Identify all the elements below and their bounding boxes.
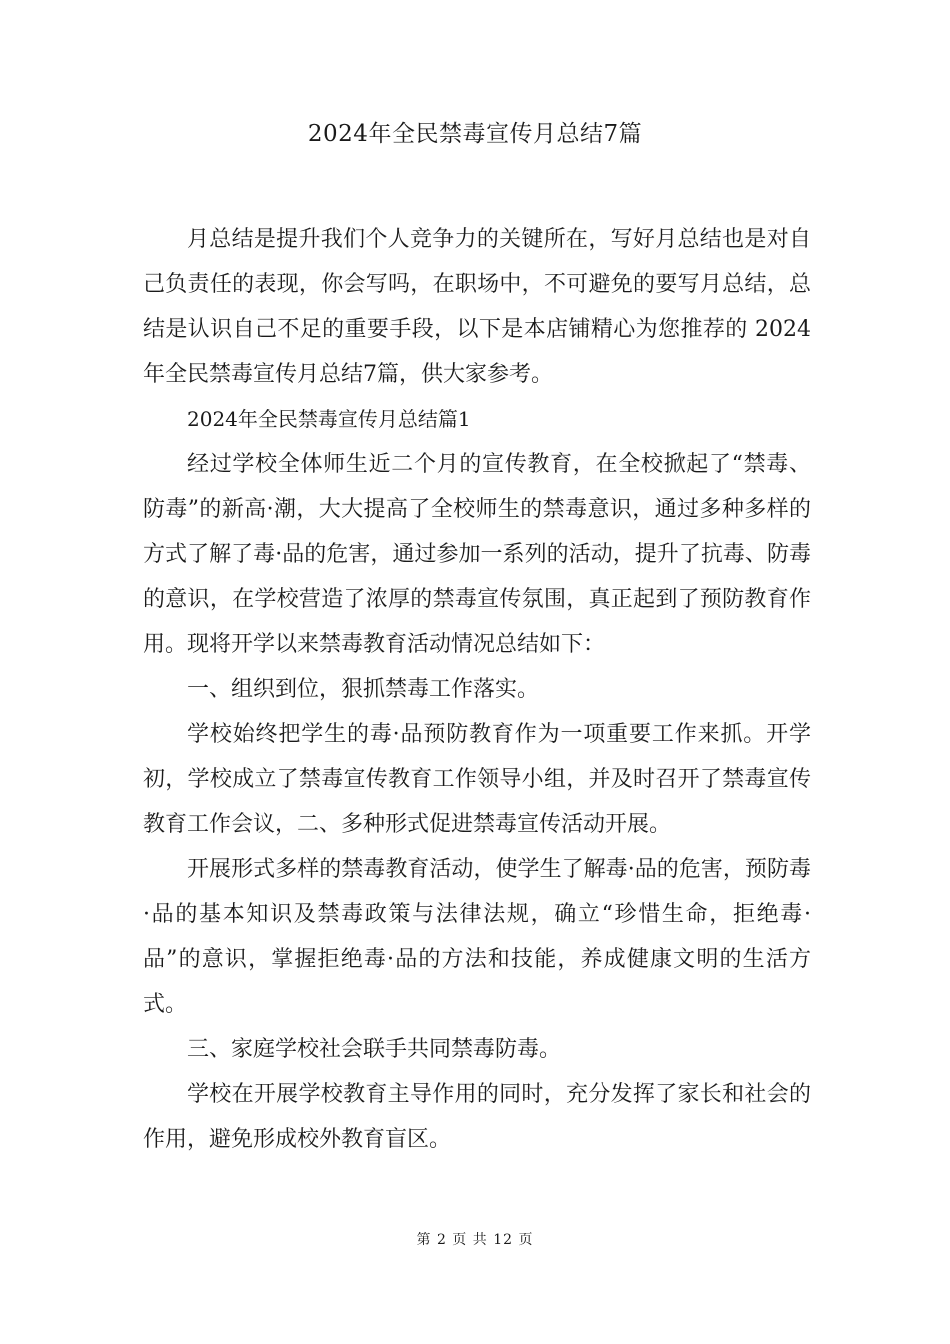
page-number-footer: 第 2 页 共 12 页	[416, 1232, 534, 1248]
subheading-organization: 一、组织到位，狠抓禁毒工作落实。	[187, 677, 540, 702]
body-paragraph: 学校始终把学生的毒·品预防教育作为一项重要工作来抓。开学初，学校成立了禁毒宣传教育工作领导小组，并及时召开了禁毒宣传教育工作会议，二、多种形式促进禁毒宣传活动开展。	[143, 722, 811, 837]
body-paragraph: 开展形式多样的禁毒教育活动，使学生了解毒·品的危害，预防毒·品的基本知识及禁毒政策与法律法规，确立“珍惜生命，拒绝毒·品”的意识，掌握拒绝毒·品的方法和技能，养成健康文明的生活方式。	[143, 857, 811, 1017]
intro-paragraph: 月总结是提升我们个人竞争力的关键所在，写好月总结也是对自己负责任的表现，你会写吗，在职场中，不可避免的要写月总结，总结是认识自己不足的重要手段，以下是本店铺精心为您推荐的 2024年全民禁毒宣传月总结7篇，供大家参考。	[143, 227, 811, 387]
subheading-family-school-society: 三、家庭学校社会联手共同禁毒防毒。	[187, 1037, 562, 1062]
section-heading-part-1: 2024年全民禁毒宣传月总结篇1	[187, 407, 471, 431]
body-paragraph: 学校在开展学校教育主导作用的同时，充分发挥了家长和社会的作用，避免形成校外教育盲区。	[143, 1082, 811, 1152]
document-title: 2024年全民禁毒宣传月总结7篇	[307, 121, 643, 147]
document-body	[143, 217, 811, 1162]
body-paragraph: 经过学校全体师生近二个月的宣传教育，在全校掀起了“禁毒、防毒”的新高·潮，大大提高了全校师生的禁毒意识，通过多种多样的方式了解了毒·品的危害，通过参加一系列的活动，提升了抗毒、防毒的意识，在学校营造了浓厚的禁毒宣传氛围，真正起到了预防教育作用。现将开学以来禁毒教育活动情况总结如下：	[143, 452, 811, 657]
